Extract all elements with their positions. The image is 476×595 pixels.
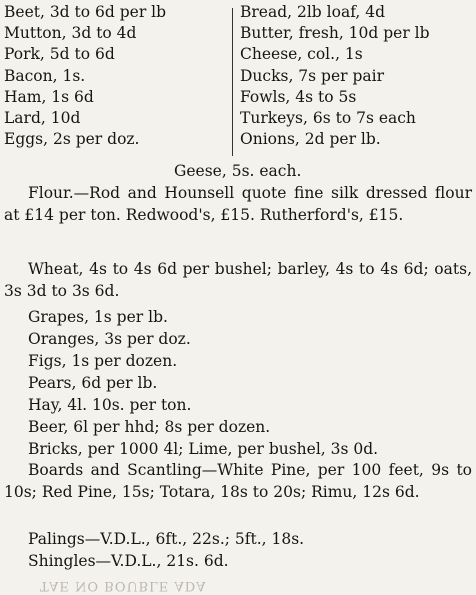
price-entry: Butter, fresh, 10d per lb (240, 24, 430, 43)
list-item: Pears, 6d per lb. (28, 374, 158, 392)
price-entry: Cheese, col., 1s (240, 45, 363, 64)
list-item: Figs, 1s per dozen. (28, 352, 178, 370)
bleed-through-text: TAE NO BOUBLE ADA (40, 578, 207, 593)
list-item: Grapes, 1s per lb. (28, 308, 168, 326)
column-divider (232, 8, 233, 156)
list-item: Bricks, per 1000 4l; Lime, per bushel, 3s 0d. (28, 440, 379, 458)
price-entry: Lard, 10d (4, 108, 81, 127)
price-entry: Mutton, 3d to 4d (4, 24, 137, 43)
price-entry: Turkeys, 6s to 7s each (240, 108, 416, 127)
list-item: Palings—V.D.L., 6ft., 22s.; 5ft., 18s. (28, 530, 305, 548)
price-entry: Bread, 2lb loaf, 4d (240, 3, 386, 21)
price-entry: Ham, 1s 6d (4, 87, 94, 106)
timber-paragraph: Boards and Scantling—White Pine, per 100 feet, 9s to 10s; Red Pine, 15s; Totara, 18s to 20s; Rimu, 12s 6d. (4, 461, 472, 501)
price-list-left-column (4, 2, 226, 150)
list-item: Oranges, 3s per doz. (28, 330, 191, 348)
price-entry: Eggs, 2s per doz. (4, 130, 140, 149)
wheat-paragraph: Wheat, 4s to 4s 6d per bushel; barley, 4s to 4s 6d; oats, 3s 3d to 3s 6d. (4, 260, 472, 300)
price-list-right-column (240, 2, 472, 150)
price-entry: Ducks, 7s per pair (240, 66, 384, 85)
price-entry: Beet, 3d to 6d per lb (4, 3, 167, 21)
list-item: Beer, 6l per hhd; 8s per dozen. (28, 418, 271, 436)
price-entry: Pork, 5d to 6d (4, 45, 115, 64)
list-item: Shingles—V.D.L., 21s. 6d. (28, 552, 229, 570)
price-entry: Fowls, 4s to 5s (240, 87, 357, 106)
flour-paragraph: Flour.—Rod and Hounsell quote fine silk dressed flour at £14 per ton. Redwood's, £15. Rutherford's, £15. (4, 184, 472, 224)
price-entry-centered: Geese, 5s. each. (174, 162, 302, 180)
price-entry: Onions, 2d per lb. (240, 130, 381, 149)
price-entry: Bacon, 1s. (4, 66, 86, 85)
list-item: Hay, 4l. 10s. per ton. (28, 396, 192, 414)
